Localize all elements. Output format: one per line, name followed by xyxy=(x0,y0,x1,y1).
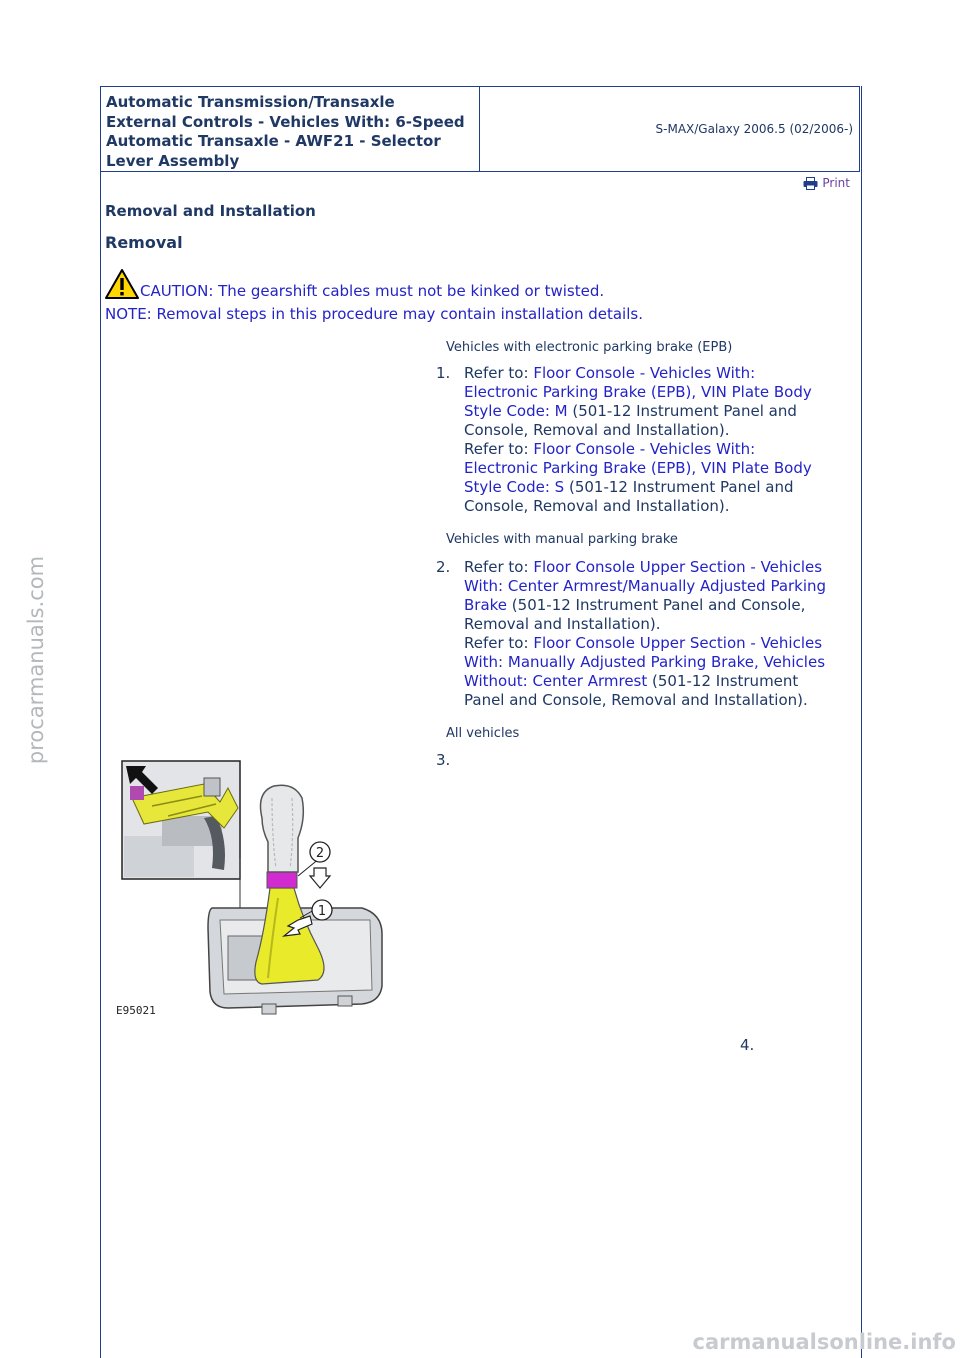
link-floor-console-epb-m[interactable]: Floor Console - Vehicles With: xyxy=(533,364,756,382)
figure-code: E95021 xyxy=(116,1004,156,1017)
link-upper-section-no-armrest[interactable]: With: Manually Adjusted Parking Brake, Vehicles xyxy=(464,653,826,671)
subsection-title: Removal xyxy=(105,233,183,252)
link-floor-console-epb-m[interactable]: Electronic Parking Brake (EPB), VIN Plate Body xyxy=(464,383,812,401)
model-text: S-MAX/Galaxy 2006.5 (02/2006-) xyxy=(655,122,853,136)
step-2-body xyxy=(464,558,848,710)
link-floor-console-epb-s[interactable]: Style Code: S xyxy=(464,478,565,496)
title-line: Lever Assembly xyxy=(106,151,240,170)
caution-block xyxy=(104,268,604,300)
selector-lever-figure xyxy=(112,758,394,1020)
link-upper-section-no-armrest[interactable]: Without: Center Armrest xyxy=(464,672,648,690)
reference-text: Panel and Console, Removal and Installation). xyxy=(464,691,808,709)
link-floor-console-epb-s[interactable]: Floor Console - Vehicles With: xyxy=(533,440,756,458)
link-upper-section-no-armrest[interactable]: Floor Console Upper Section - Vehicles xyxy=(533,634,823,652)
watermark-bottom: carmanualsonline.info xyxy=(692,1330,956,1354)
step-number: 1. xyxy=(436,364,451,382)
header-divider xyxy=(479,87,480,171)
link-upper-section-armrest[interactable]: Brake xyxy=(464,596,508,614)
link-upper-section-armrest[interactable]: With: Center Armrest/Manually Adjusted Parking xyxy=(464,577,827,595)
reference-text: (501-12 Instrument xyxy=(647,672,799,690)
section-title: Removal and Installation xyxy=(105,202,316,220)
step-number: 4. xyxy=(740,1036,755,1054)
reference-text: (501-12 Instrument Panel and xyxy=(564,478,794,496)
condition-all: All vehicles xyxy=(446,726,520,741)
step-1-body xyxy=(464,364,848,516)
reference-text: Removal and Installation). xyxy=(464,615,661,633)
condition-epb: Vehicles with electronic parking brake (EPB) xyxy=(446,340,733,355)
step-number: 2. xyxy=(436,558,451,576)
refer-label: Refer to: xyxy=(464,440,534,458)
caution-text: CAUTION: The gearshift cables must not be kinked or twisted. xyxy=(140,282,605,300)
refer-label: Refer to: xyxy=(464,558,534,576)
document-title xyxy=(106,93,478,171)
printer-icon xyxy=(803,177,818,190)
reference-text: Console, Removal and Installation). xyxy=(464,421,730,439)
note-text: NOTE: Removal steps in this procedure may contain installation details. xyxy=(105,305,643,323)
print-label: Print xyxy=(822,176,850,190)
callout-2: 2 xyxy=(315,846,325,861)
document-header xyxy=(100,86,860,172)
link-floor-console-epb-s[interactable]: Electronic Parking Brake (EPB), VIN Plate Body xyxy=(464,459,812,477)
boot-collar xyxy=(267,872,297,888)
title-line: Automatic Transmission/Transaxle xyxy=(106,93,395,111)
callout-1: 1 xyxy=(317,904,327,919)
step-number: 3. xyxy=(436,751,451,769)
title-line: Automatic Transaxle - AWF21 - Selector xyxy=(106,132,441,150)
link-upper-section-armrest[interactable]: Floor Console Upper Section - Vehicles xyxy=(533,558,823,576)
reference-text: (501-12 Instrument Panel and xyxy=(567,402,797,420)
model-applicability xyxy=(481,87,859,171)
reference-text: (501-12 Instrument Panel and Console, xyxy=(507,596,806,614)
refer-label: Refer to: xyxy=(464,634,534,652)
warning-triangle-icon xyxy=(104,268,140,300)
title-line: External Controls - Vehicles With: 6-Speed xyxy=(106,112,465,131)
condition-manual: Vehicles with manual parking brake xyxy=(446,532,678,547)
refer-label: Refer to: xyxy=(464,364,534,382)
watermark-side: procarmanuals.com xyxy=(24,555,48,765)
link-floor-console-epb-m[interactable]: Style Code: M xyxy=(464,402,568,420)
print-link[interactable] xyxy=(803,176,850,190)
reference-text: Console, Removal and Installation). xyxy=(464,497,730,515)
